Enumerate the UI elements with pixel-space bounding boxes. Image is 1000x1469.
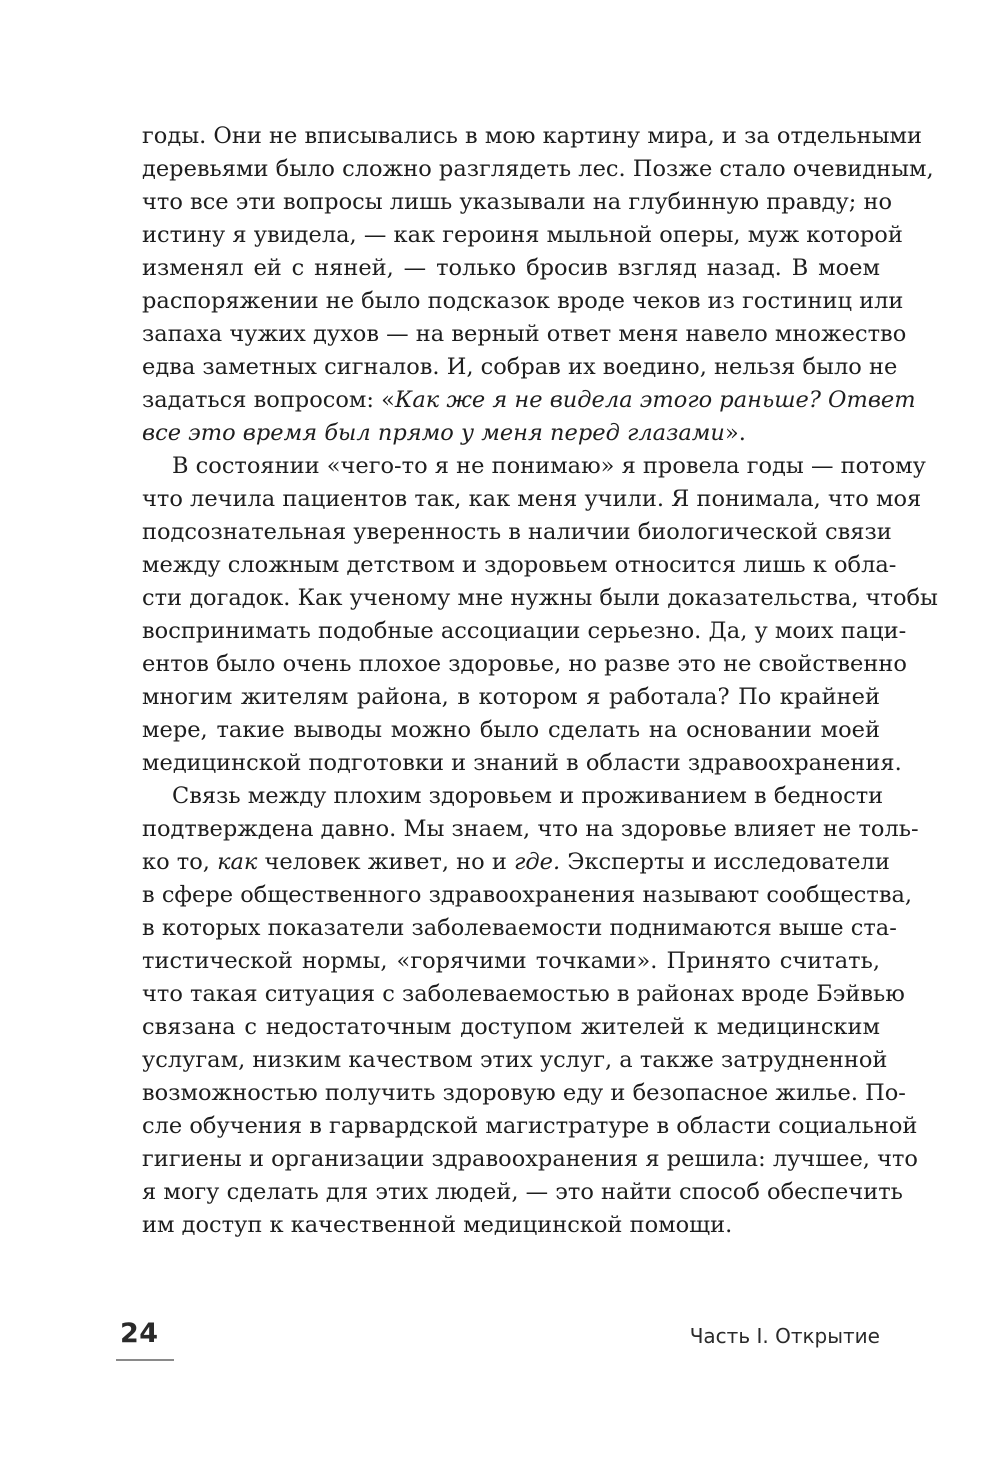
text-line: воспринимать подобные ассоциации серьезно. Да, у моих паци-	[142, 618, 907, 644]
text-line: подтверждена давно. Мы знаем, что на здоровье влияет не толь-	[142, 816, 919, 842]
text-line: тистической нормы, «горячими точками». Принято считать,	[142, 948, 880, 974]
italic-run: где.	[514, 849, 561, 875]
text-line: что лечила пациентов так, как меня учили. Я понимала, что моя	[142, 486, 922, 512]
text-line: запаха чужих духов — на верный ответ меня навело множество	[142, 321, 907, 347]
paragraph-first-line: В состоянии «чего-то я не понимаю» я провела годы — потому	[172, 453, 926, 479]
text-run: задаться вопросом: «	[142, 387, 395, 413]
text-line: годы. Они не вписывались в мою картину мира, и за отдельными	[142, 123, 923, 149]
text-run: Эксперты и исследователи	[560, 849, 890, 875]
text-line: сле обучения в гарвардской магистратуре в области социальной	[142, 1113, 918, 1139]
page-number: 24	[120, 1318, 159, 1349]
text-line: связана с недостаточным доступом жителей к медицинским	[142, 1014, 880, 1040]
text-line: им доступ к качественной медицинской помощи.	[142, 1212, 733, 1238]
text-line	[142, 384, 916, 417]
text-line: ентов было очень плохое здоровье, но разве это не свойственно	[142, 651, 907, 677]
text-line: распоряжении не было подсказок вроде чеков из гостиниц или	[142, 288, 904, 314]
text-line	[142, 417, 880, 450]
text-line: между сложным детством и здоровьем относится лишь к обла-	[142, 552, 897, 578]
text-line: сти догадок. Как ученому мне нужны были доказательства, чтобы	[142, 585, 938, 611]
italic-run: все это время был прямо у меня перед глазами	[142, 420, 725, 446]
page-body-text	[142, 120, 938, 1242]
text-line: истину я увидела, — как героиня мыльной оперы, муж которой	[142, 222, 903, 248]
page-number-rule	[116, 1359, 174, 1361]
text-line: изменял ей с няней, — только бросив взгляд назад. В моем	[142, 255, 880, 281]
text-line: гигиены и организации здравоохранения я решила: лучшее, что	[142, 1146, 918, 1172]
text-line: медицинской подготовки и знаний в области здравоохранения.	[142, 750, 902, 776]
text-line: возможностью получить здоровую еду и безопасное жилье. По-	[142, 1080, 906, 1106]
text-line: что такая ситуация с заболеваемостью в районах вроде Бэйвью	[142, 981, 905, 1007]
italic-run: как	[217, 849, 258, 875]
text-line: что все эти вопросы лишь указывали на глубинную правду; но	[142, 189, 893, 215]
text-line: в сфере общественного здравоохранения называют сообщества,	[142, 882, 913, 908]
text-run: ко то,	[142, 849, 218, 875]
text-line: едва заметных сигналов. И, собрав их воедино, нельзя было не	[142, 354, 898, 380]
italic-run: Как же я не видела этого раньше? Ответ	[394, 387, 916, 413]
text-line: подсознательная уверенность в наличии биологической связи	[142, 519, 892, 545]
text-line: в которых показатели заболеваемости поднимаются выше ста-	[142, 915, 897, 941]
running-head: Часть I. Открытие	[689, 1324, 880, 1348]
paragraph-first-line: Связь между плохим здоровьем и проживанием в бедности	[172, 783, 884, 809]
text-line: деревьями было сложно разглядеть лес. Позже стало очевидным,	[142, 156, 934, 182]
text-line: услугам, низким качеством этих услуг, а также затрудненной	[142, 1047, 888, 1073]
text-line	[142, 846, 890, 879]
text-run: человек живет, но и	[257, 849, 515, 875]
text-line: я могу сделать для этих людей, — это найти способ обеспечить	[142, 1179, 903, 1205]
text-line: многим жителям района, в котором я работала? По крайней	[142, 684, 880, 710]
text-run: ».	[724, 420, 746, 446]
text-line: мере, такие выводы можно было сделать на основании моей	[142, 717, 880, 743]
